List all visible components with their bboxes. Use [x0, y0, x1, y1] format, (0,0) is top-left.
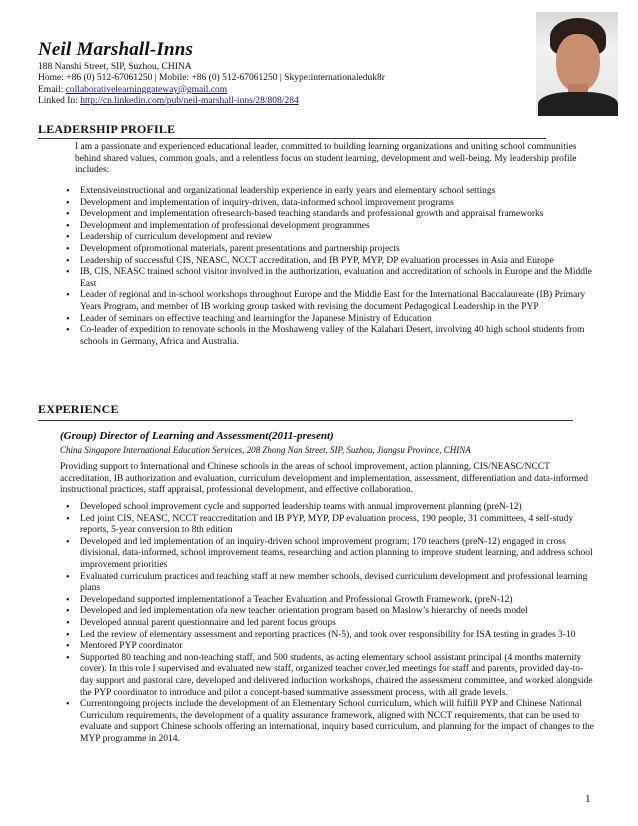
- email-label: Email:: [38, 84, 66, 95]
- experience-intro: Providing support to International and Chinese schools in the areas of school improvement, action planning, CIS/NEASC/NCCT accreditation, IB authorization and evaluation, curriculum development and implementation, assessment, differentiation and data-informed instructional practices, staff appraisal, professional development, and effective collaboration.: [60, 462, 588, 496]
- experience-list: [60, 502, 594, 745]
- leadership-list-item: • Development and implementation of inquiry-driven, data-informed school improvement programs: [60, 198, 592, 210]
- experience-list-item: • Evaluated curriculum practices and teaching staff at new member schools, devised curriculum development and professional learning plans: [60, 572, 594, 595]
- linkedin-link[interactable]: http://cn.linkedin.com/pub/neil-marshall-inns/28/808/284: [80, 95, 299, 106]
- email-link[interactable]: collaborativelearninggateway@gmail.com: [65, 84, 228, 95]
- experience-list-item: • Developed annual parent questionnaire and led parent focus groups: [60, 618, 594, 630]
- experience-list-item: • Developedand supported implementationof a Teacher Evaluation and Professional Growth Framework, (preN-12): [60, 595, 594, 607]
- leadership-list-item: • IB, CIS, NEASC trained school visitor involved in the authorization, evaluation and accreditation of schools in Europe and the Middle East: [60, 267, 592, 290]
- leadership-list-item: • Development and implementation of professional development programmes: [60, 221, 592, 233]
- page-number: 1: [585, 793, 591, 805]
- leadership-list: [60, 186, 592, 348]
- experience-heading: EXPERIENCE: [38, 402, 119, 416]
- role-organization: China Singapore International Education Services, 208 Zhong Nan Street, SIP, Suzhou, Jiangsu Province, CHINA: [60, 445, 471, 455]
- phone-line: Home: +86 (0) 512-67061250 | Mobile: +86 (0) 512-67061250 | Skype:internationaleduk8r: [38, 73, 385, 84]
- leadership-list-item: • Leadership of successful CIS, NEASC, NCCT accreditation, and IB PYP, MYP, DP evaluation processes in Asia and Europe: [60, 256, 592, 268]
- experience-list-item: • Mentored PYP coordinator: [60, 641, 594, 653]
- leadership-list-item: • Co-leader of expedition to renovate schools in the Moshaweng valley of the Kalahari Desert, involving 40 high school students from schools in Germany, Africa and Australia.: [60, 325, 592, 348]
- leadership-rule: [38, 138, 546, 139]
- leadership-list-item: • Development ofpromotional materials, parent presentations and partnership projects: [60, 244, 592, 256]
- leadership-list-item: • Leader of seminars on effective teaching and learningfor the Japanese Ministry of Education: [60, 314, 592, 326]
- photo-shirt: [538, 92, 618, 116]
- linkedin-line: [38, 96, 385, 107]
- linkedin-label: Linked In:: [38, 95, 81, 106]
- role-title: (Group) Director of Learning and Assessment(2011-present): [60, 430, 334, 442]
- leadership-intro: I am a passionate and experienced educational leader, committed to building learning organizations and uniting school communities behind shared values, common goals, and a relentless focus on student learning, development and well-being. My leadership profile includes:: [75, 142, 577, 176]
- contact-block: [38, 62, 385, 107]
- email-line: [38, 85, 385, 96]
- leadership-list-item: • Leadership of curriculum development and review: [60, 232, 592, 244]
- experience-list-item: • Developed school improvement cycle and supported leadership teams with annual improvement planning (preN-12): [60, 502, 594, 514]
- experience-list-item: • Currentongoing projects include the development of an Elementary School curriculum, which will fulfill PYP and Chinese National Curriculum requirements, the development of a quality assurance framework, aligned with NCCT requirements, that can be used to evaluate and support Chinese schools offering an international, inquiry based curriculum, and planning for the impact of changes to the MYP programme in 2014.: [60, 699, 594, 745]
- address-line: 188 Nanshi Street, SIP, Suzhou, CHINA: [38, 62, 192, 72]
- leadership-list-item: • Development and implementation ofresearch-based teaching standards and professional growth and appraisal frameworks: [60, 209, 592, 221]
- experience-list-item: • Developed and led implementation of an inquiry-driven school improvement program; 170 teachers (preN-12) engaged in cross divisional, data-informed, school improvement teams, researching and action planning to improve student learning, and address school improvement priorities: [60, 537, 594, 572]
- experience-list-item: • Led joint CIS, NEASC, NCCT reaccreditation and IB PYP, MYP, DP evaluation process, 190 people, 31 committees, 4 self-study reports, 5-year conversion to 8th edition: [60, 514, 594, 537]
- leadership-heading: LEADERSHIP PROFILE: [38, 122, 176, 136]
- leadership-list-item: • Extensiveinstructional and organizational leadership experience in early years and elementary school settings: [60, 186, 592, 198]
- leadership-list-item: • Leader of regional and in-school workshops throughout Europe and the Middle East for the International Baccalaureate (IB) Primary Years Program, and member of IB working group tasked with revising the document Pedagogical Leadership in the PYP: [60, 290, 592, 313]
- experience-list-item: • Supported 80 teaching and non-teaching staff, and 500 students, as acting elementary school assistant principal (4 months maternity cover). In this role I supervised and evaluated new staff, organized teacher cover,led meetings for staff and parents, provided day-to-day support and pastoral care, developed and delivered induction workshops, chaired the assessment committee, and worked alongside the PYP coordinator to introduce and pilot a concept-based summative assessment process, with all grade levels.: [60, 653, 594, 699]
- experience-list-item: • Developed and led implementation ofa new teacher orientation program based on Maslow’s hierarchy of needs model: [60, 606, 594, 618]
- portrait-photo: [536, 12, 618, 116]
- candidate-name: Neil Marshall-Inns: [38, 39, 194, 60]
- experience-rule: [38, 420, 573, 421]
- experience-list-item: • Led the review of elementary assessment and reporting practices (N-5), and took over responsibility for ISA testing in grades 3-10: [60, 630, 594, 642]
